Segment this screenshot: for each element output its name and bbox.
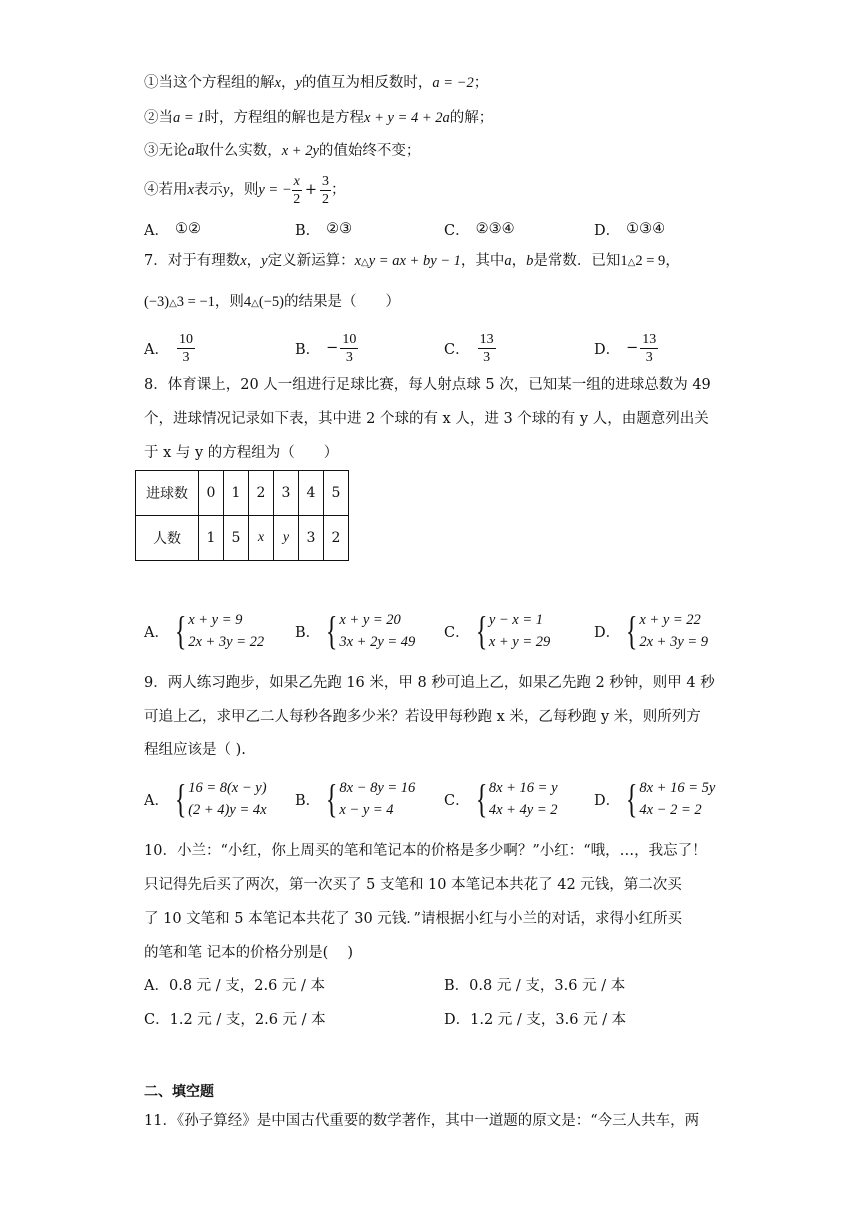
option-label: A． [144, 624, 169, 641]
statement-4-text-2: 表示 [193, 182, 223, 198]
q10-line-2: 只记得先后买了两次，第一次买了 5 支笔和 10 本笔记本共花了 42 元钱，第二次买 [144, 877, 682, 893]
section-title: 二、填空题 [144, 1084, 214, 1100]
comma: ， [511, 253, 527, 269]
statement-1-text: ①当这个方程组的解 [144, 75, 275, 91]
equation-2: 2x + 3y = 9 [639, 634, 709, 650]
equation-2: 3x + 2y = 49 [339, 634, 416, 650]
q6-option-d[interactable] [594, 207, 665, 251]
comma: ， [665, 253, 680, 269]
q9-option-a[interactable] [144, 777, 267, 821]
q7-option-b[interactable] [295, 326, 358, 370]
equation-system [626, 609, 708, 653]
table-cell: 0 [199, 471, 224, 516]
table-row [136, 516, 349, 561]
q7-options [144, 326, 724, 370]
statement-2-text-3: 的解； [449, 110, 494, 126]
q6-options [144, 207, 724, 251]
option-label: A． [144, 341, 169, 358]
fraction [320, 173, 331, 208]
statement-3-text: ③无论 [144, 143, 188, 159]
table-cell: 1 [199, 516, 224, 561]
statement-1-math: a = −2 [432, 75, 474, 91]
option-text: 1.2 元 / 支，2.6 元 / 本 [169, 1012, 326, 1028]
q10-line-1: 10．小兰：“小红，你上周买的笔和笔记本的价格是多少啊？”小红：“哦，…，我忘了！ [144, 843, 707, 859]
q7-given-lhs: 1 [620, 253, 628, 269]
table-cell: 1 [224, 471, 249, 516]
option-label: D． [594, 341, 621, 358]
q8-line-3: 于 x 与 y 的方程组为（ ） [144, 445, 339, 461]
fraction [292, 173, 302, 208]
option-label: A． [144, 978, 169, 994]
statement-2-condition: a = 1 [173, 110, 205, 126]
option-label: C． [444, 792, 470, 809]
triangle-operator-icon: △ [251, 298, 259, 309]
statement-3-text-3: 的值始终不变； [318, 143, 421, 159]
q7-option-c[interactable] [444, 326, 496, 370]
table-cell: 3 [299, 516, 324, 561]
q7-query-rhs: (−5) [258, 294, 284, 310]
q7-text-6: 的结果是（ ） [283, 294, 400, 310]
q8-option-d[interactable] [594, 609, 708, 653]
q7-text-4: 是常数．已知 [533, 253, 621, 269]
table-cell: y [274, 516, 299, 561]
semicolon: ； [473, 75, 489, 91]
fraction-denominator: 2 [322, 191, 330, 207]
left-brace-icon: { [475, 776, 487, 821]
left-brace-icon: { [625, 776, 638, 821]
equation-system [326, 609, 415, 653]
q7-line-1 [144, 251, 680, 273]
fraction-denominator: 3 [483, 349, 491, 365]
left-brace-icon: { [174, 776, 187, 821]
table-header-cell: 进球数 [136, 471, 199, 516]
fraction-denominator: 3 [345, 349, 353, 365]
q7-line-2 [144, 292, 400, 314]
fraction-denominator: 2 [293, 191, 301, 207]
equation-system [626, 777, 715, 821]
statement-3-expression: x + 2y [281, 143, 319, 159]
q9-options [144, 777, 724, 821]
statement-4-text: ④若用 [144, 182, 188, 198]
var-x: x [187, 182, 194, 198]
fraction [478, 331, 496, 366]
q9-option-d[interactable] [594, 777, 715, 821]
left-brace-icon: { [475, 608, 487, 653]
table-row [136, 471, 349, 516]
equation-1: 8x + 16 = 5y [639, 780, 716, 796]
q7-option-d[interactable] [594, 326, 658, 370]
var-x: x [240, 253, 247, 269]
left-brace-icon: { [325, 776, 338, 821]
equation-1: x + y = 9 [188, 612, 243, 628]
q7-text-2: 定义新运算： [267, 253, 355, 269]
comma: ， [280, 75, 296, 91]
equation-system [175, 777, 267, 821]
triangle-operator-icon: △ [627, 257, 636, 268]
var-a: a [504, 253, 512, 269]
option-label: A． [144, 222, 169, 239]
q7-text-5: ，则 [214, 294, 244, 310]
q8-option-b[interactable] [295, 609, 415, 653]
q7-op-lhs: x [354, 253, 362, 269]
statement-4-lhs: y = − [258, 182, 292, 198]
var-a: a [187, 143, 195, 159]
statement-2 [144, 108, 493, 128]
q10-line-3: 了 10 文笔和 5 本笔记本共花了 30 元钱．”请根据小红与小兰的对话，求得小红所买 [144, 911, 682, 927]
table-cell: 2 [249, 471, 274, 516]
statement-1-text-2: 的值互为相反数时， [301, 75, 433, 91]
table-cell: 5 [324, 471, 349, 516]
option-label: D． [594, 222, 621, 239]
equation-system [175, 609, 264, 653]
q7-option-a[interactable] [144, 326, 195, 370]
option-text: ②③④ [475, 221, 515, 237]
q7-given2-lhs: (−3) [144, 294, 170, 310]
q6-option-a[interactable] [144, 207, 201, 251]
q10-line-4: 的笔和笔 记本的价格分别是( ) [144, 945, 354, 961]
option-sign: − [326, 340, 339, 356]
equation-system [326, 777, 415, 821]
option-label: C． [444, 341, 470, 358]
statement-3 [144, 141, 420, 161]
var-y: y [222, 182, 230, 198]
statement-2-text-2: 时，方程组的解也是方程 [204, 110, 365, 126]
var-b: b [526, 253, 534, 269]
option-label: B． [444, 978, 470, 994]
q9-line-2: 可追上乙，求甲乙二人每秒各跑多少米？若设甲每秒跑 x 米，乙每秒跑 y 米，则所列方 [144, 709, 701, 725]
q8-option-a[interactable] [144, 609, 264, 653]
option-text: 0.8 元 / 支，2.6 元 / 本 [168, 978, 326, 994]
comma: ， [246, 253, 262, 269]
q9-line-3: 程组应该是（ ). [144, 742, 246, 758]
option-label: D． [594, 792, 621, 809]
table-header-cell: 人数 [136, 516, 199, 561]
q7-given2-rhs: 3 = −1 [176, 294, 215, 310]
equation-2: 4x + 4y = 2 [488, 802, 558, 818]
option-label: B． [295, 624, 321, 641]
table-cell: x [249, 516, 274, 561]
q7-text: 7．对于有理数 [144, 253, 241, 269]
equation-2: (2 + 4)y = 4x [188, 802, 267, 818]
fraction [640, 331, 658, 366]
equation-1: 8x − 8y = 16 [339, 780, 416, 796]
equation-1: x + y = 22 [639, 612, 701, 628]
var-y: y [295, 75, 302, 91]
fraction-numerator: 10 [342, 331, 357, 347]
option-label: C． [444, 624, 470, 641]
q9-line-1: 9．两人练习跑步，如果乙先跑 16 米，甲 8 秒可追上乙，如果乙先跑 2 秒钟，则甲 4 秒 [144, 675, 715, 691]
option-label: B． [295, 341, 321, 358]
left-brace-icon: { [325, 608, 338, 653]
option-sign: − [626, 340, 639, 356]
option-label: C． [444, 222, 470, 239]
statement-1 [144, 73, 488, 93]
q11-line-1: 11．《孙子算经》是中国古代重要的数学著作，其中一道题的原文是：“今三人共车，两 [144, 1113, 700, 1129]
statement-4-text-3: ，则 [229, 182, 259, 198]
equation-2: 4x − 2 = 2 [639, 802, 702, 818]
option-text: ①② [174, 221, 201, 237]
q10-option-c[interactable] [144, 1010, 326, 1030]
option-label: B． [295, 792, 321, 809]
table-cell: 5 [224, 516, 249, 561]
fraction-denominator: 3 [182, 349, 190, 365]
left-brace-icon: { [174, 608, 187, 653]
option-text: 0.8 元 / 支，3.6 元 / 本 [469, 978, 626, 994]
fraction-numerator: 13 [642, 331, 657, 347]
option-text: 1.2 元 / 支，3.6 元 / 本 [470, 1012, 627, 1028]
fraction-numerator: 10 [178, 331, 193, 347]
q8-option-c[interactable] [444, 609, 550, 653]
equation-1: 8x + 16 = y [488, 780, 558, 796]
equation-system [476, 777, 558, 821]
option-label: D． [444, 1012, 471, 1028]
score-table [135, 470, 349, 561]
table-cell: 4 [299, 471, 324, 516]
triangle-operator-icon: △ [169, 298, 177, 309]
equation-1: x + y = 20 [339, 612, 401, 628]
equation-2: x + y = 29 [488, 634, 551, 650]
q6-option-c[interactable] [444, 207, 515, 251]
q8-options [144, 609, 724, 653]
option-label: C． [144, 1012, 170, 1028]
q7-op-definition: y = ax + by − 1 [368, 253, 461, 269]
equation-2: x − y = 4 [339, 802, 394, 818]
q10-option-a[interactable] [144, 976, 325, 996]
fraction-numerator: 3 [322, 173, 330, 189]
equation-2: 2x + 3y = 22 [188, 634, 265, 650]
table-cell: 2 [324, 516, 349, 561]
var-x: x [274, 75, 281, 91]
q9-option-c[interactable] [444, 777, 558, 821]
q7-text-3: ，其中 [460, 253, 505, 269]
plus-sign: + [304, 182, 318, 198]
semicolon: ； [331, 182, 346, 198]
option-label: B． [295, 222, 321, 239]
fraction [340, 331, 358, 366]
statement-4 [144, 172, 346, 208]
q10-option-d[interactable] [444, 1010, 626, 1030]
statement-3-text-2: 取什么实数， [194, 143, 282, 159]
fraction-denominator: 3 [645, 349, 653, 365]
fraction-numerator: x [293, 173, 300, 189]
triangle-operator-icon: △ [361, 257, 369, 268]
q6-option-b[interactable] [295, 207, 352, 251]
option-text: ①③④ [626, 221, 666, 237]
statement-2-equation: x + y = 4 + 2a [364, 110, 450, 126]
equation-system [476, 609, 551, 653]
var-y: y [261, 253, 268, 269]
table-cell: 3 [274, 471, 299, 516]
equation-1: y − x = 1 [488, 612, 544, 628]
q7-given-rhs: 2 = 9 [635, 253, 666, 269]
option-label: A． [144, 792, 169, 809]
fraction-numerator: 13 [479, 331, 494, 347]
left-brace-icon: { [625, 608, 638, 653]
q9-option-b[interactable] [295, 777, 415, 821]
statement-2-text: ②当 [144, 110, 173, 126]
q10-option-b[interactable] [444, 976, 625, 996]
q8-line-2: 个，进球情况记录如下表，其中进 2 个球的有 x 人，进 3 个球的有 y 人，由题意列出关 [144, 411, 709, 427]
option-text: ②③ [326, 221, 353, 237]
q8-line-1: 8．体育课上，20 人一组进行足球比赛，每人射点球 5 次，已知某一组的进球总数为 49 [144, 377, 711, 393]
equation-1: 16 = 8(x − y) [188, 780, 267, 796]
fraction [177, 331, 195, 366]
option-label: D． [594, 624, 621, 641]
q7-query-lhs: 4 [243, 294, 252, 310]
